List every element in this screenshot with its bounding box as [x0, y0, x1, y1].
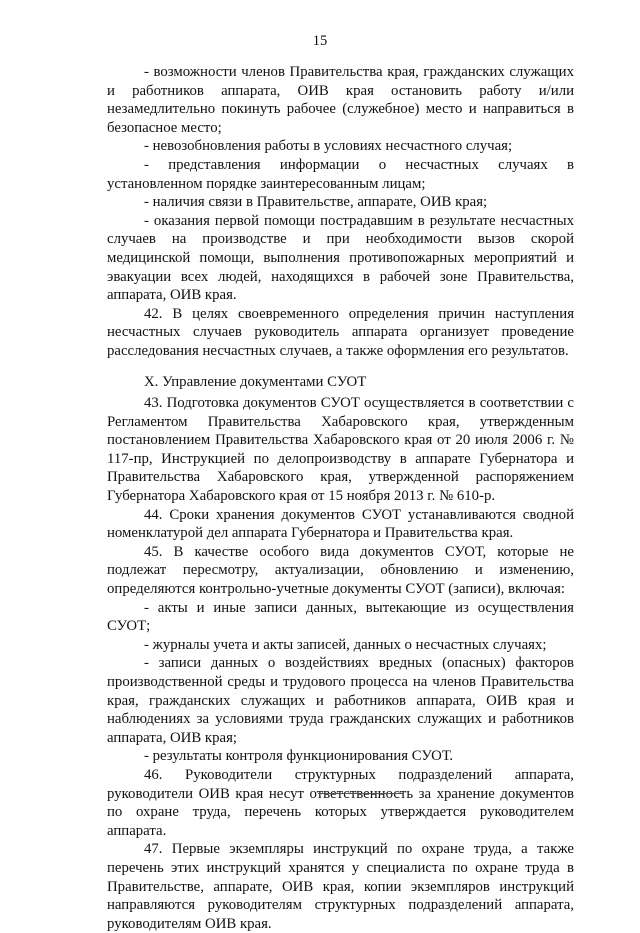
paragraph-46: 46. Руководители структурных подразделений аппарата, руководители ОИВ края несут ответственность за хранение документов по охране труда, перечень которых утверждается руководителем аппарата. [107, 766, 574, 839]
page-number: 15 [312, 33, 328, 49]
paragraph-43: 43. Подготовка документов СУОТ осуществляется в соответствии с Регламентом Правительства Хабаровского края, утвержденным постановлением Правительства Хабаровского края от 20 июля 2006 г. № 117-пр, Инструкцией по делопроизводству в аппарате Губернатора и Правительства Хабаровского края, утвержденной распоряжением Губернатора Хабаровского края от 15 ноября 2013 г. № 610-р. [107, 395, 574, 505]
section-heading: X. Управление документами СУОТ [144, 373, 367, 390]
page-body [107, 63, 574, 933]
paragraph-42: 42. В целях своевременного определения причин наступления несчастных случаев руководитель аппарата организует проведение расследования несчастных случаев, а также оформления его результатов. [107, 305, 574, 359]
paragraph-bullet-first-aid: - оказания первой помощи пострадавшим в результате несчастных случаев на производстве и при необходимости вызов скорой медицинской помощи, выполнения противопожарных мероприятий и эвакуации всех людей, находящихся в рабочей зоне Правительства, аппарата, ОИВ края. [107, 212, 574, 304]
paragraph-45: 45. В качестве особого вида документов СУОТ, которые не подлежат пересмотру, актуализации, обновлению и изменению, определяются контрольно-учетные документы СУОТ (записи), включая: [107, 543, 574, 598]
end-divider [318, 793, 404, 794]
paragraph-bullet-communication: - наличия связи в Правительстве, аппарате, ОИВ края; [144, 194, 488, 211]
paragraph-44: 44. Сроки хранения документов СУОТ устанавливаются сводной номенклатурой дел аппарата Губернатора и Правительства края. [107, 506, 574, 542]
paragraph-bullet-control-results: - результаты контроля функционирования СУОТ. [144, 748, 454, 765]
paragraph-bullet-report-info: - представления информации о несчастных случаях в установленном порядке заинтересованным лицам; [107, 156, 574, 192]
paragraph-bullet-stop-work: - возможности членов Правительства края, гражданских служащих и работников аппарата, ОИВ края остановить работу и/или незамедлительно покинуть рабочее (служебное) место и направиться в безопасное место; [107, 64, 574, 136]
paragraph-47: 47. Первые экземпляры инструкций по охране труда, а также перечень этих инструкций хранятся у специалиста по охране труда в Правительстве, аппарате, ОИВ края, копии экземпляров инструкций направляются руководителям структурных подразделений аппарата, руководителям ОИВ края. [107, 841, 574, 932]
paragraph-bullet-acts: - акты и иные записи данных, вытекающие из осуществления СУОТ; [107, 599, 574, 635]
paragraph-bullet-no-resume: - невозобновления работы в условиях несчастного случая; [144, 138, 513, 155]
paragraph-bullet-journals: - журналы учета и акты записей, данных о несчастных случаях; [144, 636, 547, 653]
paragraph-bullet-hazard-records: - записи данных о воздействиях вредных (опасных) факторов производственной среды и трудового процесса на членов Правительства края, гражданских служащих и работников аппарата, ОИВ края и наблюдениях за условиями труда гражданских служащих и работников аппарата, ОИВ края; [107, 655, 574, 746]
